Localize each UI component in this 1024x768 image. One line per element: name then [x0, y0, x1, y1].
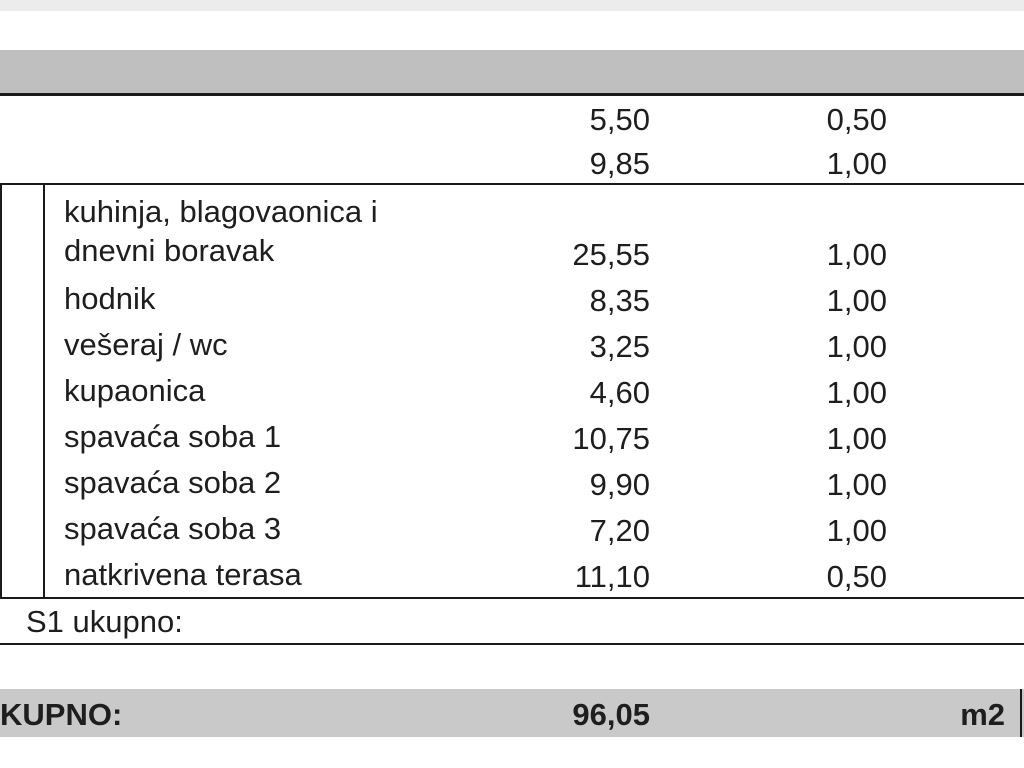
- room-name: natkrivena terasa: [64, 557, 302, 592]
- total-right-rule: [1020, 689, 1022, 737]
- total-unit: m2: [960, 697, 1005, 732]
- subtotal-label: S1 ukupno:: [26, 604, 183, 639]
- room-coefficient: 1,00: [826, 375, 887, 410]
- header-bottom-rule: [0, 93, 1024, 96]
- room-area: 4,60: [589, 375, 650, 410]
- room-coefficient: 1,00: [826, 467, 887, 502]
- room-coefficient: 1,00: [826, 421, 887, 456]
- top-row-1-area: 5,50: [589, 102, 650, 137]
- room-name: spavaća soba 2: [64, 465, 282, 500]
- top-row-1-coef: 0,50: [826, 102, 887, 137]
- table-header-bar: [0, 50, 1024, 94]
- room-area: 7,20: [589, 513, 650, 548]
- total-label: KUPNO:: [0, 697, 123, 732]
- room-area: 8,35: [589, 283, 650, 318]
- room-name: vešeraj / wc: [64, 327, 228, 362]
- rooms-bottom-rule: [0, 597, 1024, 599]
- room-area: 3,25: [589, 329, 650, 364]
- left-border: [0, 185, 2, 597]
- room-name-continued: dnevni boravak: [64, 233, 275, 268]
- room-name-column-rule: [43, 185, 45, 597]
- section-divider-rule: [0, 183, 1024, 185]
- room-area: 25,55: [572, 237, 650, 272]
- room-coefficient: 1,00: [826, 237, 887, 272]
- room-name: kupaonica: [64, 373, 206, 408]
- top-row-2-area: 9,85: [589, 146, 650, 181]
- room-area: 9,90: [589, 467, 650, 502]
- top-row-2-coef: 1,00: [826, 146, 887, 181]
- room-name: kuhinja, blagovaonica i: [64, 194, 378, 229]
- room-coefficient: 0,50: [826, 559, 887, 594]
- subtotal-bottom-rule: [0, 643, 1024, 645]
- room-name: spavaća soba 3: [64, 511, 282, 546]
- room-coefficient: 1,00: [826, 513, 887, 548]
- room-area: 11,10: [574, 559, 650, 594]
- total-value: 96,05: [572, 697, 650, 732]
- room-name: spavaća soba 1: [64, 419, 282, 454]
- room-name: hodnik: [64, 281, 156, 316]
- top-strip: [0, 0, 1024, 11]
- room-coefficient: 1,00: [826, 329, 887, 364]
- room-area: 10,75: [572, 421, 650, 456]
- room-coefficient: 1,00: [826, 283, 887, 318]
